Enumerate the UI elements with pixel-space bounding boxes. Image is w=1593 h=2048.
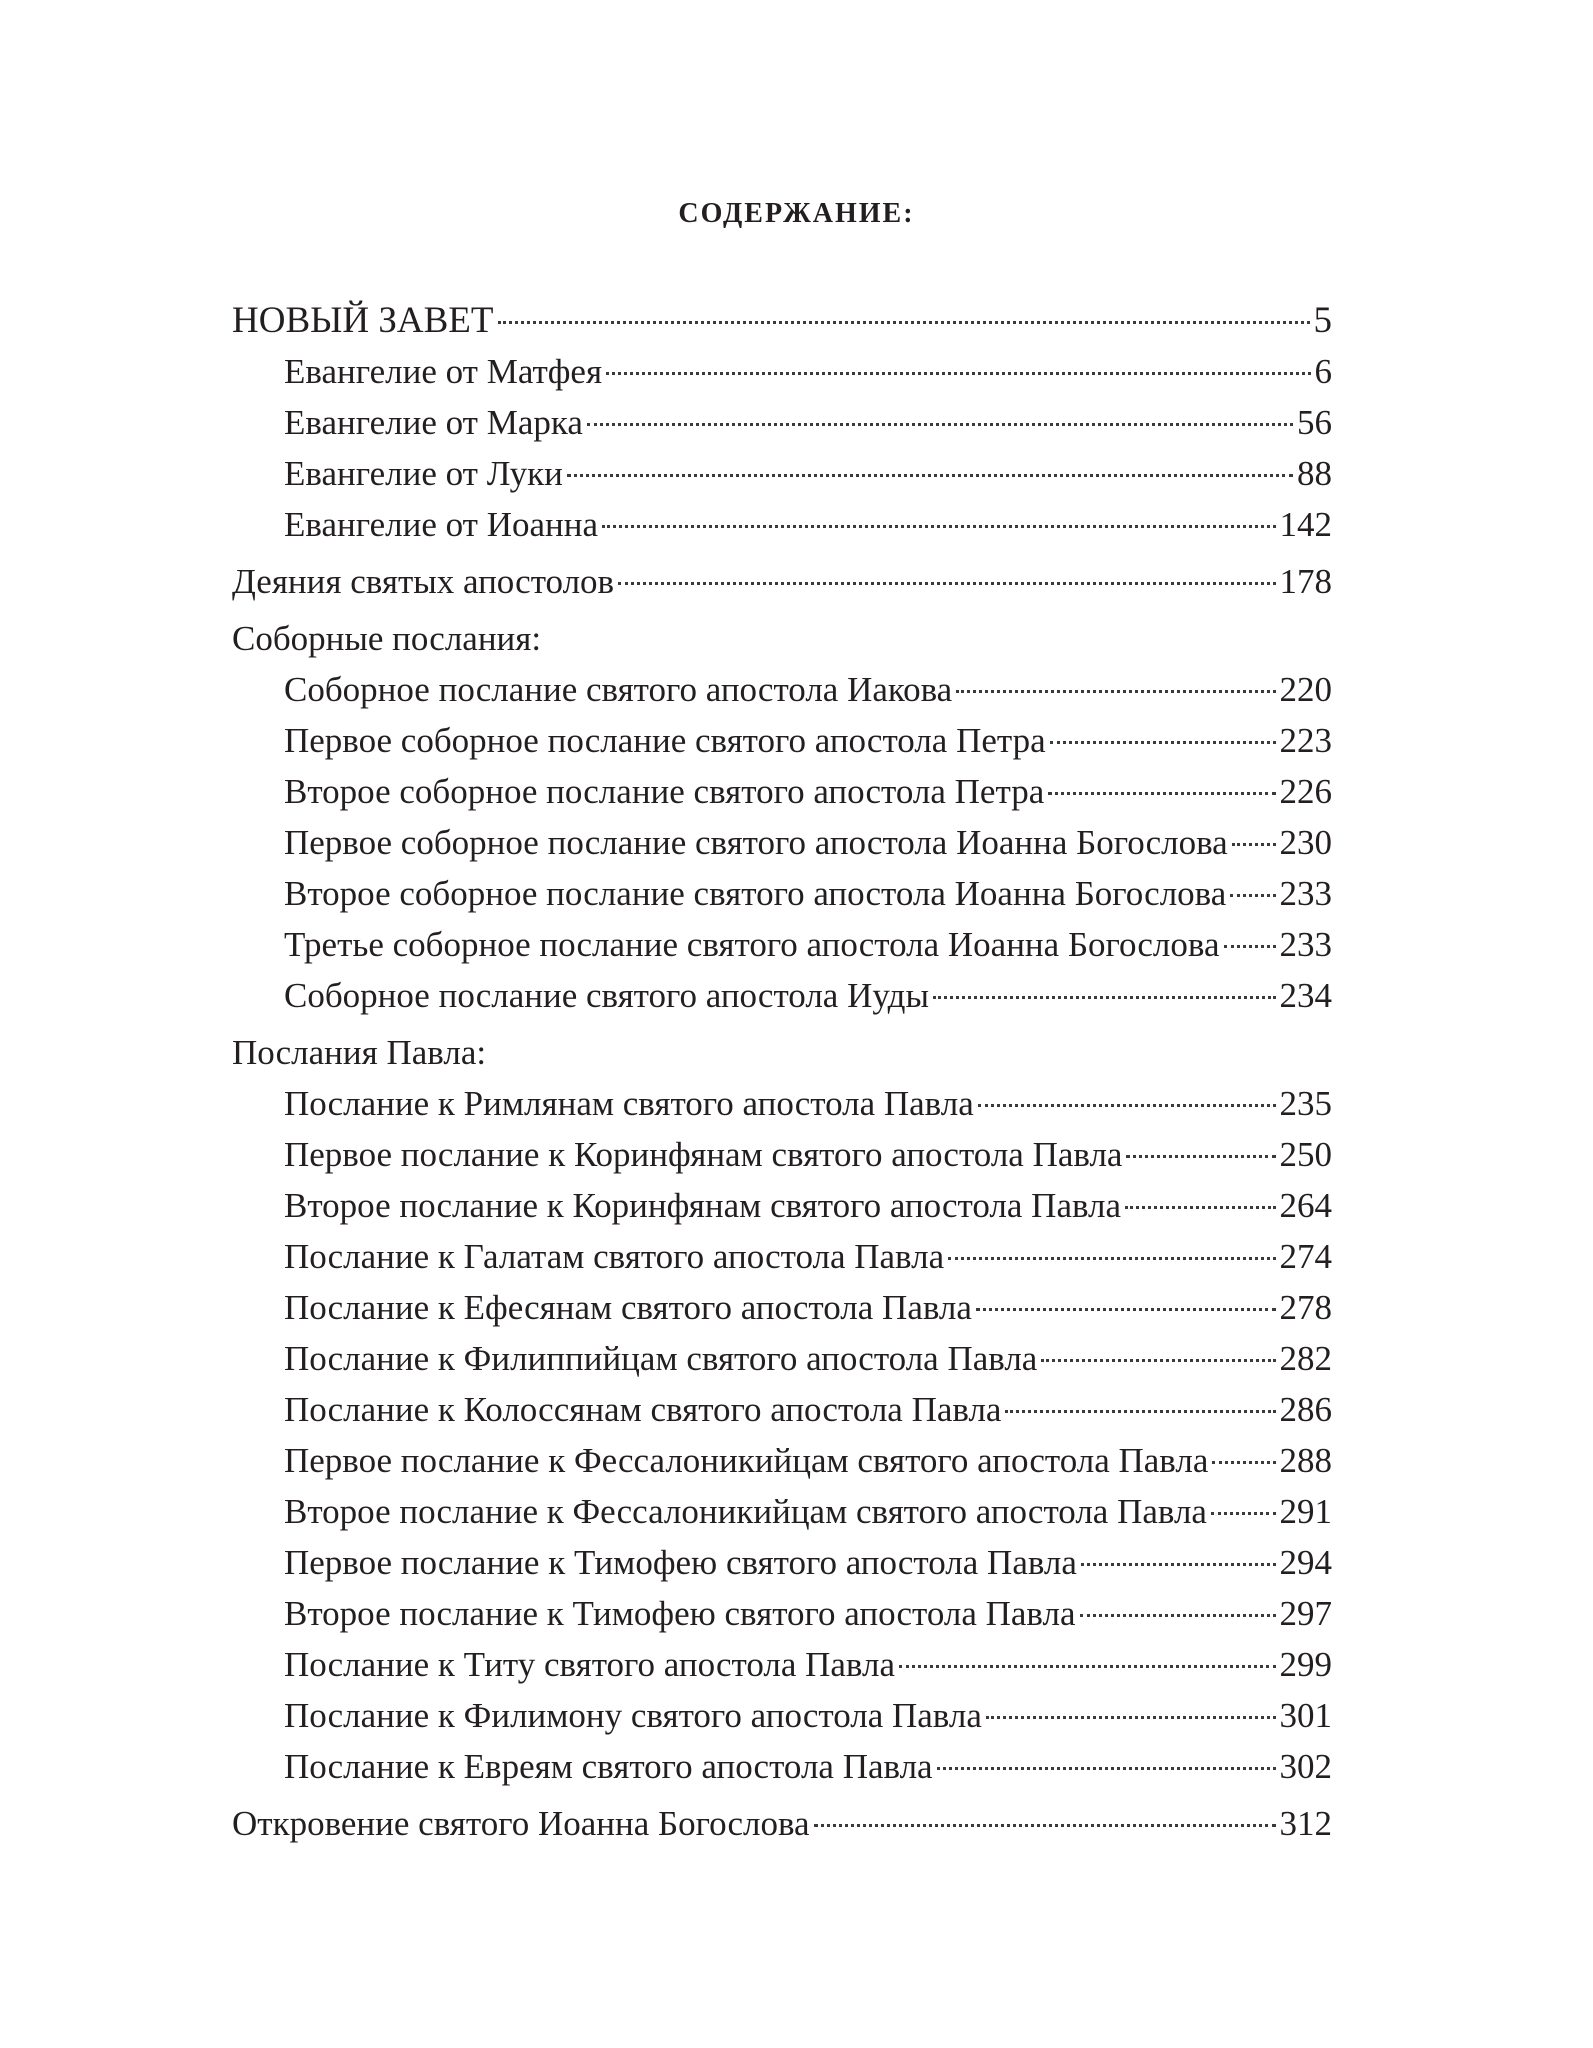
toc-page-number: 6 [1314, 352, 1332, 391]
toc-entry [232, 1690, 1332, 1741]
toc-entry [232, 1282, 1332, 1333]
toc-entry [232, 397, 1332, 448]
toc-entry [232, 766, 1332, 817]
toc-entry [232, 1639, 1332, 1690]
dot-leader [1211, 1512, 1276, 1515]
toc-page-number: 235 [1279, 1084, 1332, 1123]
toc-page-number: 288 [1279, 1441, 1332, 1480]
dot-leader [567, 474, 1293, 477]
toc-entry-label: Второе соборное послание святого апостола Иоанна Богослова [284, 874, 1227, 913]
dot-leader [602, 525, 1275, 528]
toc-page-number: 291 [1279, 1492, 1332, 1531]
toc-page-number: 294 [1279, 1543, 1332, 1582]
toc-entry-label: Первое послание к Тимофею святого апостола Павла [284, 1543, 1077, 1582]
dot-leader [937, 1767, 1276, 1770]
toc-page-number: 278 [1279, 1288, 1332, 1327]
toc-entry-label: Первое послание к Коринфянам святого апостола Павла [284, 1135, 1123, 1174]
toc-page-number: 142 [1279, 505, 1332, 544]
dot-leader [948, 1257, 1275, 1260]
toc-entry [232, 1588, 1332, 1639]
toc-section-label: Соборные послания: [232, 619, 542, 658]
toc-entry-label: Деяния святых апостолов [232, 562, 615, 601]
toc-entry-label: Послание к Евреям святого апостола Павла [284, 1747, 933, 1786]
toc-entry-label: Послание к Римлянам святого апостола Павла [284, 1084, 974, 1123]
dot-leader [618, 582, 1275, 585]
dot-leader [986, 1716, 1276, 1719]
toc-page-number: 178 [1279, 562, 1332, 601]
toc-entry-label: Евангелие от Иоанна [284, 505, 599, 544]
dot-leader [498, 321, 1310, 324]
dot-leader [978, 1104, 1276, 1107]
toc-entry [232, 1231, 1332, 1282]
dot-leader [814, 1824, 1276, 1827]
toc-section-heading [232, 613, 1332, 664]
dot-leader [1224, 945, 1276, 948]
toc-entry-label: Второе послание к Коринфянам святого апостола Павла [284, 1186, 1122, 1225]
toc-entry [232, 868, 1332, 919]
toc-entry-label: Послание к Филиппийцам святого апостола Павла [284, 1339, 1038, 1378]
toc-page-number: 312 [1279, 1804, 1332, 1843]
toc-page-number: 56 [1297, 403, 1332, 442]
toc-page-number: 220 [1279, 670, 1332, 709]
toc-entry [232, 817, 1332, 868]
toc-entry [232, 1180, 1332, 1231]
dot-leader [1080, 1614, 1276, 1617]
toc-entry [232, 448, 1332, 499]
toc-entry-label: Первое соборное послание святого апостола Петра [284, 721, 1046, 760]
toc-entry-label: Евангелие от Луки [284, 454, 563, 493]
toc-entry-label: Откровение святого Иоанна Богослова [232, 1804, 810, 1843]
toc-entry [232, 919, 1332, 970]
dot-leader [1050, 741, 1276, 744]
toc-entry-label: Евангелие от Марка [284, 403, 583, 442]
toc-entry-label: Первое соборное послание святого апостола Иоанна Богослова [284, 823, 1228, 862]
toc-page-number: 282 [1279, 1339, 1332, 1378]
dot-leader [587, 423, 1293, 426]
toc-entry [232, 295, 1332, 346]
toc-entry [232, 1537, 1332, 1588]
dot-leader [1048, 792, 1275, 795]
toc-entry-label: Послание к Галатам святого апостола Павла [284, 1237, 945, 1276]
toc-entry [232, 1384, 1332, 1435]
toc-entry [232, 1333, 1332, 1384]
dot-leader [1232, 843, 1276, 846]
page-title: СОДЕРЖАНИЕ: [678, 198, 915, 229]
toc-page-number: 274 [1279, 1237, 1332, 1276]
toc-entry [232, 664, 1332, 715]
toc-entry [232, 1741, 1332, 1792]
toc-page-number: 88 [1297, 454, 1332, 493]
toc-page-number: 297 [1279, 1594, 1332, 1633]
dot-leader [1081, 1563, 1276, 1566]
toc-entry [232, 970, 1332, 1021]
dot-leader [1005, 1410, 1275, 1413]
dot-leader [606, 372, 1310, 375]
toc-section-heading [232, 1027, 1332, 1078]
dot-leader [1126, 1155, 1275, 1158]
toc-page-number: 302 [1279, 1747, 1332, 1786]
dot-leader [976, 1308, 1276, 1311]
toc-entry [232, 1435, 1332, 1486]
toc-entry-label: НОВЫЙ ЗАВЕТ [232, 300, 494, 341]
dot-leader [933, 996, 1276, 999]
table-of-contents [232, 295, 1332, 1849]
toc-entry-label: Второе соборное послание святого апостола Петра [284, 772, 1045, 811]
toc-page-number: 223 [1279, 721, 1332, 760]
toc-entry [232, 715, 1332, 766]
toc-entry-label: Соборное послание святого апостола Иакова [284, 670, 953, 709]
toc-entry [232, 1798, 1332, 1849]
toc-entry-label: Первое послание к Фессалоникийцам святого апостола Павла [284, 1441, 1209, 1480]
toc-entry-label: Послание к Колоссянам святого апостола Павла [284, 1390, 1002, 1429]
toc-entry-label: Второе послание к Тимофею святого апостола Павла [284, 1594, 1076, 1633]
toc-page-number: 230 [1279, 823, 1332, 862]
toc-entry-label: Второе послание к Фессалоникийцам святого апостола Павла [284, 1492, 1207, 1531]
dot-leader [1125, 1206, 1275, 1209]
toc-page-number: 264 [1279, 1186, 1332, 1225]
toc-entry-label: Евангелие от Матфея [284, 352, 603, 391]
toc-entry [232, 346, 1332, 397]
toc-page-number: 234 [1279, 976, 1332, 1015]
dot-leader [899, 1665, 1276, 1668]
toc-entry-label: Послание к Филимону святого апостола Павла [284, 1696, 982, 1735]
toc-entry-label: Третье соборное послание святого апостола Иоанна Богослова [284, 925, 1220, 964]
toc-entry-label: Соборное послание святого апостола Иуды [284, 976, 929, 1015]
toc-page-number: 301 [1279, 1696, 1332, 1735]
toc-entry [232, 499, 1332, 550]
toc-page-number: 5 [1313, 300, 1332, 341]
toc-entry [232, 1129, 1332, 1180]
toc-page-number: 233 [1279, 925, 1332, 964]
dot-leader [1230, 894, 1275, 897]
toc-page-number: 299 [1279, 1645, 1332, 1684]
dot-leader [956, 690, 1275, 693]
toc-section-label: Послания Павла: [232, 1033, 487, 1072]
toc-entry [232, 1486, 1332, 1537]
toc-page-number: 286 [1279, 1390, 1332, 1429]
toc-entry [232, 1078, 1332, 1129]
toc-page-number: 233 [1279, 874, 1332, 913]
toc-page-number: 250 [1279, 1135, 1332, 1174]
toc-page-number: 226 [1279, 772, 1332, 811]
toc-entry-label: Послание к Ефесянам святого апостола Павла [284, 1288, 972, 1327]
dot-leader [1041, 1359, 1275, 1362]
dot-leader [1212, 1461, 1275, 1464]
toc-entry-label: Послание к Титу святого апостола Павла [284, 1645, 895, 1684]
toc-entry [232, 556, 1332, 607]
